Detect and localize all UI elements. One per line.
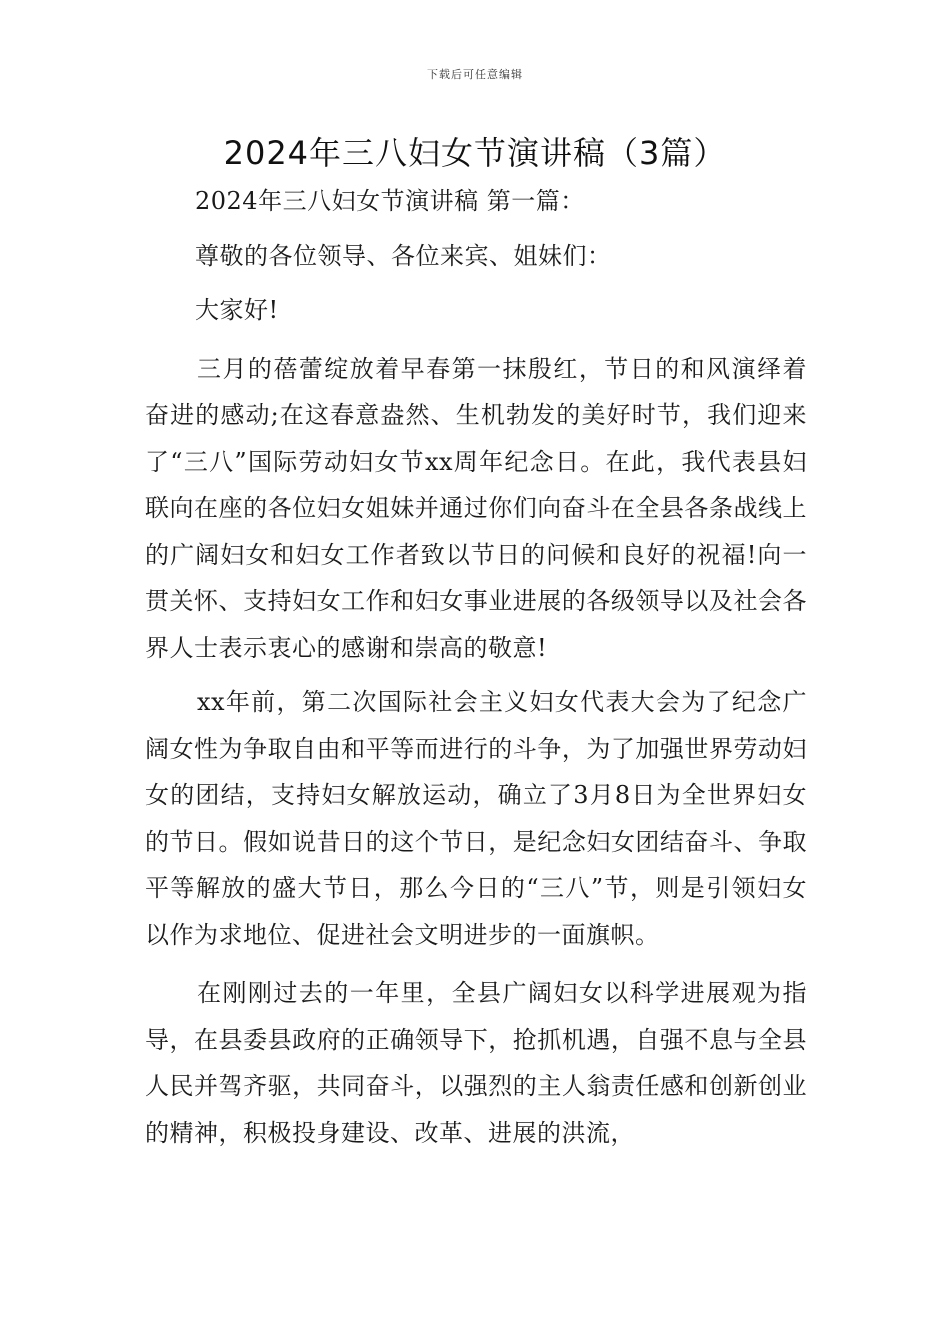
header-note: 下载后可任意编辑 xyxy=(427,68,523,81)
document-body xyxy=(145,178,807,1156)
paragraph: 三月的蓓蕾绽放着早春第一抹殷红，节日的和风演绎着奋进的感动;在这春意盎然、生机勃发的美好时节，我们迎来了“三八”国际劳动妇女节xx周年纪念日。在此，我代表县妇联向在座的各位妇女姐妹并通过你们向奋斗在全县各条战线上的广阔妇女和妇女工作者致以节日的问候和良好的祝福!向一贯关怀、支持妇女工作和妇女事业进展的各级领导以及社会各界人士表示衷心的感谢和崇高的敬意! xyxy=(145,354,807,662)
document-title: 2024年三八妇女节演讲稿（3篇） xyxy=(223,134,727,172)
greeting: 大家好! xyxy=(195,296,279,324)
salutation: 尊敬的各位领导、各位来宾、姐妹们： xyxy=(195,241,612,270)
paragraph: xx年前，第二次国际社会主义妇女代表大会为了纪念广阔女性为争取自由和平等而进行的斗争，为了加强世界劳动妇女的团结，支持妇女解放运动，确立了3月8日为全世界妇女的节日。假如说昔日的这个节日，是纪念妇女团结奋斗、争取平等解放的盛大节日，那么今日的“三八”节，则是引领妇女以作为求地位、促进社会文明进步的一面旗帜。 xyxy=(145,688,807,949)
section-subtitle: 2024年三八妇女节演讲稿 第一篇： xyxy=(195,187,585,215)
paragraph: 在刚刚过去的一年里，全县广阔妇女以科学进展观为指导，在县委县政府的正确领导下，抢抓机遇，自强不息与全县人民并驾齐驱，共同奋斗，以强烈的主人翁责任感和创新创业的精神，积极投身建设、改革、进展的洪流， xyxy=(145,979,807,1147)
